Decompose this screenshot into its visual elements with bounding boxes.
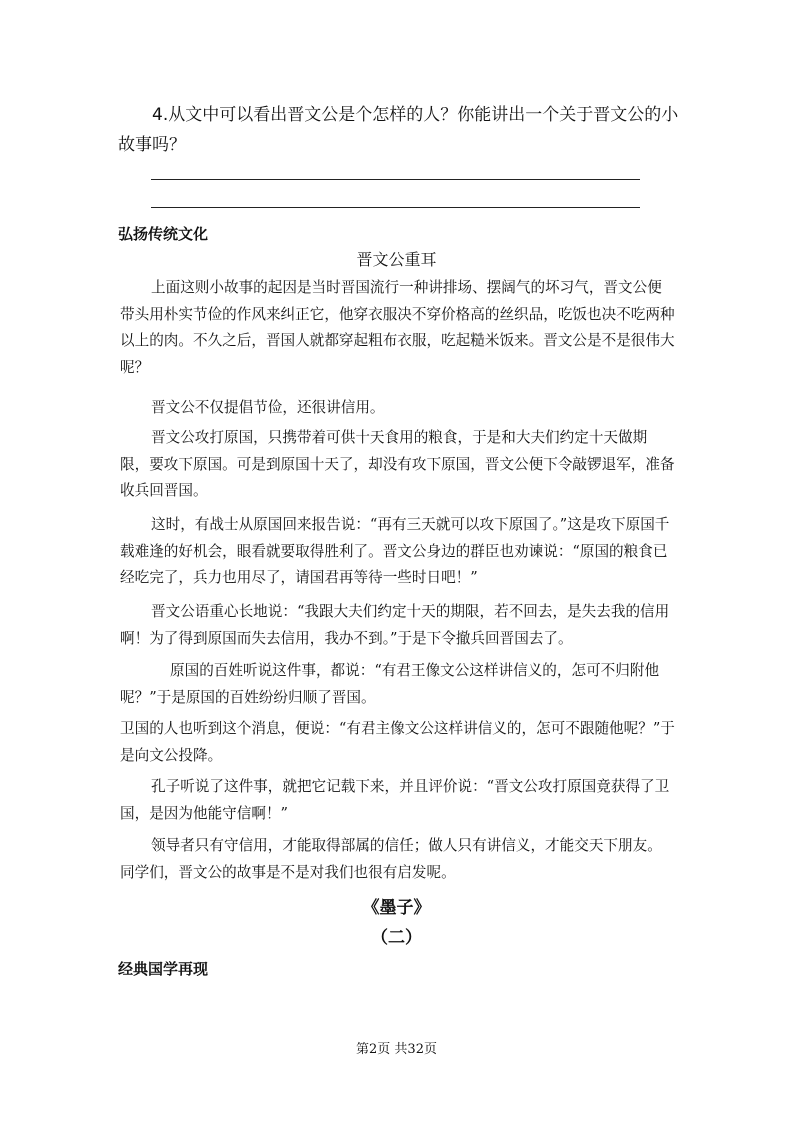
story-paragraph-7-text: 卫国的人也听到这个消息，便说：“有君主像文公这样讲信义的，怎可不跟随他呢？”于是向文公投降。 (120, 720, 675, 764)
story-paragraph-2: 晋文公不仅提倡节俭，还很讲信用。 (151, 399, 385, 416)
story-paragraph-1: 上面这则小故事的起因是当时晋国流行一种讲排场、摆阔气的坏习气，晋文公便带头用朴实节俭的作风来纠正它，他穿衣服决不穿价格高的丝织品，吃饭也决不吃两种以上的肉。不久之后，晋国人就都穿起粗布衣服，吃起糙米饭来。晋文公是不是很伟大呢？ (120, 279, 675, 376)
story-paragraph-9: 领导者只有守信用，才能取得部属的信任；做人只有讲信义，才能交天下朋友。同学们，晋文公的故事是不是对我们也很有启发呢。 (120, 837, 662, 881)
question-4: 4.从文中可以看出晋文公是个怎样的人？你能讲出一个关于晋文公的小故事吗？ (118, 105, 679, 155)
section-heading-culture: 弘扬传统文化 (118, 225, 209, 243)
story-paragraph-8: 孔子听说了这件事，就把它记载下来，并且评价说：“晋文公攻打原国竟获得了卫国，是因为他能守信啊！” (120, 778, 670, 822)
story-paragraph-5: 晋文公语重心长地说：“我跟大夫们约定十天的期限，若不回去，是失去我的信用啊！为了得到原国而失去信用，我办不到。”于是下令撤兵回晋国去了。 (120, 603, 670, 647)
story-title: 晋文公重耳 (356, 250, 437, 269)
section-heading-classics: 经典国学再现 (118, 960, 209, 978)
story-paragraph-7 (120, 716, 676, 769)
story-paragraph-3: 晋文公攻打原国，只携带着可供十天食用的粮食，于是和大夫们约定十天做期限，要攻下原国。可是到原国十天了，却没有攻下原国，晋文公便下令敲锣退军，准备收兵回晋国。 (120, 429, 675, 499)
story-paragraph-6: 原国的百姓听说这件事，都说：“有君王像文公这样讲信义的，怎可不归附他呢？”于是原国的百姓纷纷归顺了晋国。 (120, 662, 660, 706)
page-footer: 第2页 共32页 (356, 1042, 437, 1057)
book-part: （二） (371, 928, 422, 948)
story-paragraph-4: 这时，有战士从原国回来报告说：“再有三天就可以攻下原国了。”这是攻下原国千载难逢的好机会，眼看就要取得胜利了。晋文公身边的群臣也劝谏说：“原国的粮食已经吃完了，兵力也用尽了，请国君再等待一些时日吧！” (120, 516, 670, 586)
book-title: 《墨子》 (362, 898, 431, 918)
answer-line-1 (151, 179, 640, 180)
answer-line-2 (151, 207, 640, 208)
